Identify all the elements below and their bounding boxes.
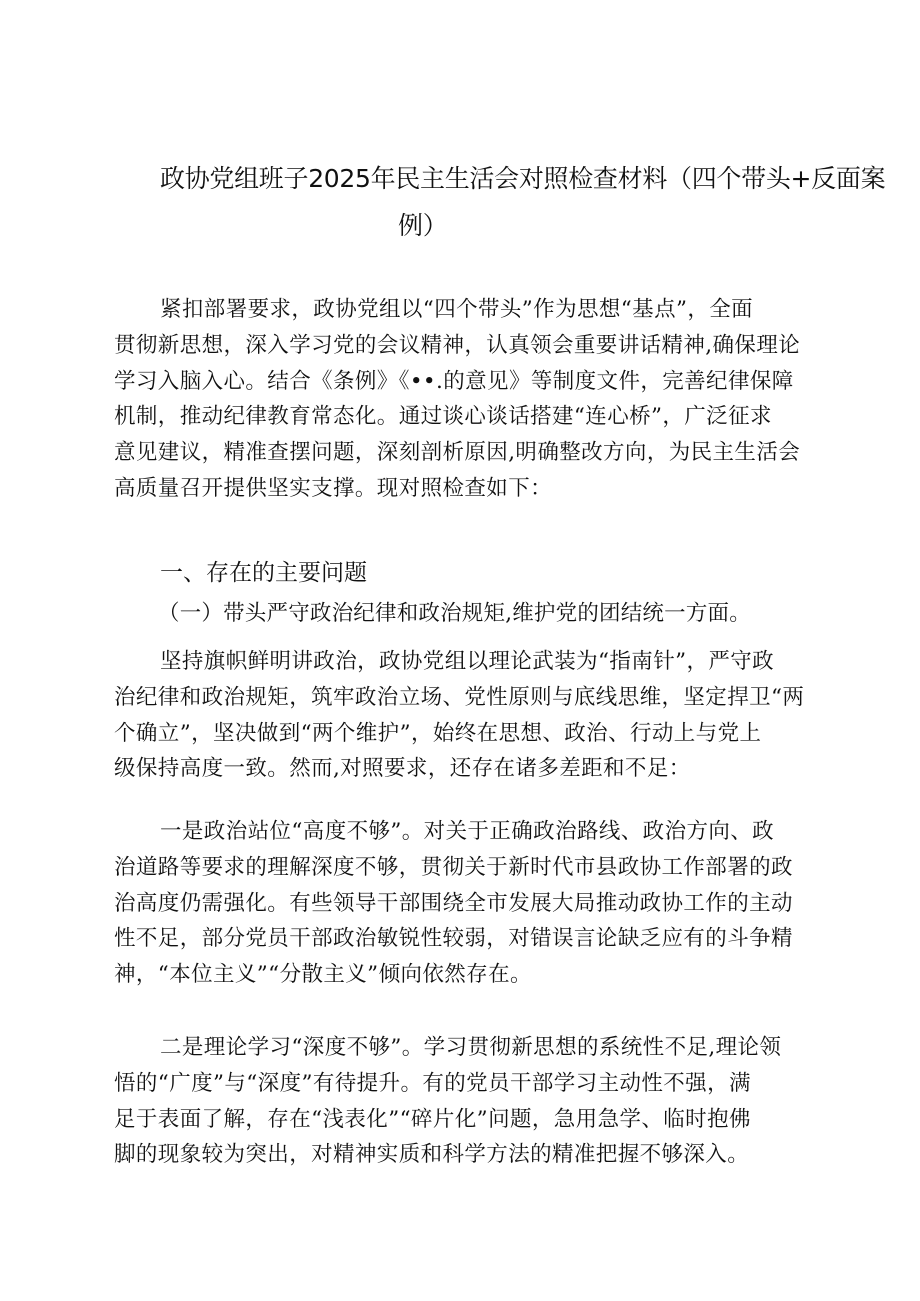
text-line: 坚持旗帜鲜明讲政治，政协党组以理论武装为“指南针”，严守政	[160, 649, 775, 674]
text-line: 治高度仍需强化。有些领导干部围绕全市发展大局推动政协工作的主动	[114, 890, 793, 916]
text-line: 悟的“广度”与“深度”有待提升。有的党员干部学习主动性不强，满	[114, 1070, 751, 1096]
subsection-heading: （一）带头严守政治纪律和政治规矩,维护党的团结统一方面。	[158, 601, 751, 626]
text-line: 意见建议，精准查摆问题，深刻剖析原因,明确整改方向，为民主生活会	[114, 440, 801, 466]
text-line: 二是理论学习“深度不够”。学习贯彻新思想的系统性不足,理论领	[160, 1035, 782, 1060]
body-paragraph-1	[114, 644, 834, 787]
title-line-2: 例）	[398, 211, 448, 240]
text-line: 贯彻新思想，深入学习党的会议精神，认真领会重要讲话精神,确保理论	[114, 332, 801, 358]
section-heading: 一、存在的主要问题	[160, 560, 367, 586]
text-line: 脚的现象较为突出，对精神实质和科学方法的精准把握不够深入。	[114, 1142, 750, 1168]
text-line: 机制，推动纪律教育常态化。通过谈心谈话搭建“连心桥”，广泛征求	[114, 404, 772, 430]
text-line: 神，“本位主义”“分散主义”倾向依然存在。	[114, 962, 532, 988]
text-line: 个确立”，坚决做到“两个维护”，始终在思想、政治、行动上与党上	[114, 720, 762, 746]
text-line: 性不足，部分党员干部政治敏锐性较弱，对错误言论缺乏应有的斗争精	[114, 926, 793, 952]
text-line: 高质量召开提供坚实支撑。现对照检查如下：	[114, 475, 553, 501]
text-line: 治纪律和政治规矩，筑牢政治立场、党性原则与底线思维，坚定捍卫“两	[114, 684, 805, 710]
body-paragraph-3	[114, 1030, 834, 1173]
text-line: 学习入脑入心。结合《条例》《••.的意见》等制度文件，完善纪律保障	[114, 368, 794, 394]
document-title	[160, 155, 886, 249]
text-line: 足于表面了解，存在“浅表化”“碎片化”问题，急用急学、临时抱佛	[114, 1106, 751, 1132]
text-line: 治道路等要求的理解深度不够，贯彻关于新时代市县政协工作部署的政	[114, 854, 793, 880]
text-line: 级保持高度一致。然而,对照要求，还存在诸多差距和不足：	[114, 756, 691, 782]
text-line: 紧扣部署要求，政协党组以“四个带头”作为思想“基点”，全面	[160, 297, 754, 322]
title-line-1: 政协党组班子2025年民主生活会对照检查材料（四个带头+反面案	[160, 164, 886, 193]
intro-paragraph	[114, 292, 834, 507]
text-line: 一是政治站位“高度不够”。对关于正确政治路线、政治方向、政	[160, 819, 775, 844]
body-paragraph-2	[114, 814, 834, 993]
